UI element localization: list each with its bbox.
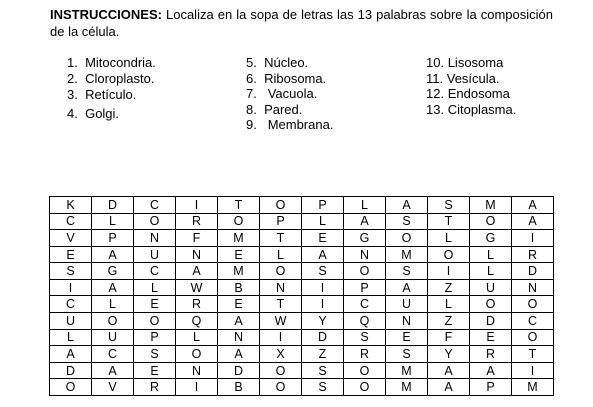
grid-cell[interactable]: G bbox=[344, 230, 386, 247]
word-list-column-1 bbox=[67, 55, 156, 121]
word-list-item bbox=[67, 71, 156, 87]
grid-cell[interactable]: C bbox=[50, 296, 92, 313]
grid-cell[interactable]: D bbox=[512, 263, 554, 280]
word-list-item bbox=[246, 55, 333, 71]
grid-cell[interactable]: N bbox=[386, 313, 428, 330]
word-list-item bbox=[246, 102, 333, 118]
word-list-item bbox=[426, 55, 516, 71]
grid-cell[interactable]: D bbox=[470, 313, 512, 330]
grid-cell[interactable]: S bbox=[302, 263, 344, 280]
grid-cell[interactable]: R bbox=[512, 246, 554, 263]
grid-cell[interactable]: I bbox=[512, 362, 554, 379]
grid-cell[interactable]: O bbox=[218, 213, 260, 230]
grid-cell[interactable]: P bbox=[134, 329, 176, 346]
grid-cell[interactable]: M bbox=[386, 246, 428, 263]
instructions-text: Localiza en la sopa de letras las 13 palabras sobre la composición de la célula. bbox=[50, 7, 553, 39]
grid-cell[interactable]: O bbox=[512, 296, 554, 313]
grid-row bbox=[50, 246, 554, 263]
grid-cell[interactable]: Y bbox=[302, 313, 344, 330]
word-number: 7. bbox=[246, 86, 257, 101]
grid-row bbox=[50, 197, 554, 214]
grid-cell[interactable]: L bbox=[176, 329, 218, 346]
grid-cell[interactable]: A bbox=[344, 213, 386, 230]
grid-cell[interactable]: S bbox=[386, 263, 428, 280]
grid-cell[interactable]: U bbox=[92, 329, 134, 346]
grid-cell[interactable]: M bbox=[470, 197, 512, 214]
grid-row bbox=[50, 296, 554, 313]
grid-cell[interactable]: A bbox=[470, 362, 512, 379]
grid-cell[interactable]: A bbox=[176, 263, 218, 280]
grid-cell[interactable]: O bbox=[260, 263, 302, 280]
word-number: 6. bbox=[246, 70, 257, 86]
grid-cell[interactable]: T bbox=[260, 230, 302, 247]
grid-cell[interactable]: E bbox=[470, 329, 512, 346]
grid-row bbox=[50, 279, 554, 296]
grid-cell[interactable]: M bbox=[386, 362, 428, 379]
word-label: Golgi. bbox=[85, 105, 120, 121]
grid-cell[interactable]: O bbox=[470, 296, 512, 313]
grid-cell[interactable]: S bbox=[386, 213, 428, 230]
word-label: Núcleo. bbox=[264, 55, 309, 70]
word-list-item bbox=[246, 86, 333, 102]
grid-cell[interactable]: N bbox=[176, 362, 218, 379]
grid-cell[interactable]: T bbox=[512, 346, 554, 363]
grid-cell[interactable]: V bbox=[92, 379, 134, 396]
word-label: Retículo. bbox=[85, 87, 137, 102]
grid-cell[interactable]: C bbox=[344, 296, 386, 313]
grid-cell[interactable]: S bbox=[134, 346, 176, 363]
word-number: 12. bbox=[426, 86, 445, 101]
word-number: 10. bbox=[426, 55, 445, 70]
grid-cell[interactable]: E bbox=[134, 296, 176, 313]
grid-cell[interactable]: N bbox=[218, 329, 260, 346]
grid-cell[interactable]: Z bbox=[302, 346, 344, 363]
grid-cell[interactable]: S bbox=[302, 379, 344, 396]
word-number: 9. bbox=[246, 117, 257, 132]
grid-row bbox=[50, 379, 554, 396]
grid-cell[interactable]: O bbox=[428, 246, 470, 263]
grid-cell[interactable]: D bbox=[92, 197, 134, 214]
word-label: Cloroplasto. bbox=[85, 70, 155, 86]
grid-cell[interactable]: D bbox=[218, 362, 260, 379]
word-number: 8. bbox=[246, 101, 257, 117]
word-label: Mitocondria. bbox=[85, 55, 156, 70]
grid-cell[interactable]: O bbox=[260, 379, 302, 396]
word-list-column-2 bbox=[246, 55, 333, 133]
grid-cell[interactable]: R bbox=[470, 346, 512, 363]
word-label: Membrana. bbox=[264, 117, 334, 132]
grid-cell[interactable]: Z bbox=[428, 279, 470, 296]
word-search-grid bbox=[49, 196, 554, 396]
grid-cell[interactable]: U bbox=[470, 279, 512, 296]
grid-cell[interactable]: C bbox=[512, 313, 554, 330]
grid-cell[interactable]: F bbox=[428, 329, 470, 346]
word-list-item bbox=[426, 71, 516, 87]
grid-cell[interactable]: L bbox=[428, 296, 470, 313]
grid-cell[interactable]: A bbox=[218, 313, 260, 330]
grid-cell[interactable]: U bbox=[386, 296, 428, 313]
grid-cell[interactable]: L bbox=[50, 329, 92, 346]
instructions-paragraph bbox=[50, 6, 553, 40]
grid-cell[interactable]: M bbox=[512, 379, 554, 396]
grid-cell[interactable]: K bbox=[50, 197, 92, 214]
word-label: Lisosoma bbox=[447, 55, 504, 70]
grid-row bbox=[50, 213, 554, 230]
word-number: 5. bbox=[246, 55, 257, 70]
grid-cell[interactable]: O bbox=[134, 213, 176, 230]
grid-cell[interactable]: C bbox=[50, 213, 92, 230]
grid-cell[interactable]: A bbox=[386, 197, 428, 214]
grid-cell[interactable]: E bbox=[134, 362, 176, 379]
grid-cell[interactable]: O bbox=[344, 263, 386, 280]
grid-row bbox=[50, 313, 554, 330]
grid-cell[interactable]: U bbox=[134, 246, 176, 263]
grid-cell[interactable]: A bbox=[92, 246, 134, 263]
grid-cell[interactable]: L bbox=[344, 197, 386, 214]
grid-cell[interactable]: E bbox=[386, 329, 428, 346]
grid-cell[interactable]: Z bbox=[428, 313, 470, 330]
grid-cell[interactable]: M bbox=[386, 379, 428, 396]
grid-cell[interactable]: O bbox=[134, 313, 176, 330]
grid-cell[interactable]: N bbox=[344, 246, 386, 263]
grid-cell[interactable]: L bbox=[92, 213, 134, 230]
grid-cell[interactable]: E bbox=[50, 246, 92, 263]
grid-cell[interactable]: I bbox=[302, 296, 344, 313]
grid-cell[interactable]: E bbox=[302, 230, 344, 247]
word-label: Citoplasma. bbox=[447, 101, 517, 117]
grid-cell[interactable]: R bbox=[134, 379, 176, 396]
grid-cell[interactable]: L bbox=[260, 246, 302, 263]
grid-cell[interactable]: N bbox=[176, 246, 218, 263]
grid-cell[interactable]: X bbox=[260, 346, 302, 363]
word-list-item bbox=[67, 55, 156, 71]
grid-row bbox=[50, 230, 554, 247]
grid-cell[interactable]: O bbox=[344, 379, 386, 396]
word-list-item bbox=[246, 117, 333, 133]
word-list-column-3 bbox=[426, 55, 516, 117]
grid-cell[interactable]: S bbox=[302, 362, 344, 379]
word-list-item bbox=[426, 86, 516, 102]
grid-cell[interactable]: A bbox=[92, 362, 134, 379]
grid-cell[interactable]: Q bbox=[176, 313, 218, 330]
grid-cell[interactable]: M bbox=[218, 230, 260, 247]
grid-cell[interactable]: D bbox=[302, 329, 344, 346]
word-number: 3. bbox=[67, 87, 78, 102]
grid-cell[interactable]: V bbox=[50, 230, 92, 247]
grid-cell[interactable]: P bbox=[302, 197, 344, 214]
grid-cell[interactable]: C bbox=[92, 346, 134, 363]
grid-cell[interactable]: T bbox=[428, 213, 470, 230]
grid-cell[interactable]: P bbox=[92, 230, 134, 247]
grid-cell[interactable]: C bbox=[134, 263, 176, 280]
word-list-item bbox=[67, 106, 156, 122]
grid-cell[interactable]: W bbox=[176, 279, 218, 296]
grid-cell[interactable]: N bbox=[134, 230, 176, 247]
grid-cell[interactable]: I bbox=[512, 230, 554, 247]
grid-cell[interactable]: L bbox=[470, 246, 512, 263]
word-number: 2. bbox=[67, 70, 78, 86]
word-label: Ribosoma. bbox=[264, 70, 327, 86]
grid-cell[interactable]: I bbox=[260, 329, 302, 346]
word-number: 1. bbox=[67, 55, 78, 70]
grid-cell[interactable]: O bbox=[176, 346, 218, 363]
grid-cell[interactable]: I bbox=[428, 263, 470, 280]
grid-cell[interactable]: A bbox=[92, 279, 134, 296]
grid-cell[interactable]: L bbox=[302, 213, 344, 230]
grid-cell[interactable]: O bbox=[344, 362, 386, 379]
grid-cell[interactable]: A bbox=[428, 362, 470, 379]
grid-cell[interactable]: E bbox=[218, 246, 260, 263]
grid-cell[interactable]: O bbox=[470, 213, 512, 230]
grid-row bbox=[50, 263, 554, 280]
grid-cell[interactable]: W bbox=[260, 313, 302, 330]
grid-cell[interactable]: S bbox=[344, 329, 386, 346]
grid-cell[interactable]: L bbox=[134, 279, 176, 296]
grid-cell[interactable]: O bbox=[260, 197, 302, 214]
grid-cell[interactable]: N bbox=[512, 279, 554, 296]
word-list-item bbox=[67, 87, 156, 103]
grid-cell[interactable]: L bbox=[92, 296, 134, 313]
grid-cell[interactable]: R bbox=[344, 346, 386, 363]
grid-cell[interactable]: O bbox=[92, 313, 134, 330]
grid-cell[interactable]: T bbox=[218, 197, 260, 214]
grid-cell[interactable]: R bbox=[176, 213, 218, 230]
grid-cell[interactable]: Y bbox=[428, 346, 470, 363]
grid-cell[interactable]: A bbox=[512, 197, 554, 214]
grid-cell[interactable]: O bbox=[260, 362, 302, 379]
grid-cell[interactable]: B bbox=[218, 379, 260, 396]
grid-cell[interactable]: D bbox=[50, 362, 92, 379]
grid-cell[interactable]: M bbox=[218, 263, 260, 280]
word-label: Vacuola. bbox=[264, 86, 318, 101]
word-label: Endosoma bbox=[447, 86, 510, 101]
grid-cell[interactable]: L bbox=[428, 230, 470, 247]
word-label: Vesícula. bbox=[446, 70, 500, 86]
grid-cell[interactable]: B bbox=[218, 279, 260, 296]
grid-cell[interactable]: R bbox=[176, 296, 218, 313]
word-number: 13. bbox=[426, 101, 445, 117]
word-number: 4. bbox=[67, 105, 78, 121]
word-list-item bbox=[246, 71, 333, 87]
grid-cell[interactable]: I bbox=[176, 379, 218, 396]
grid-cell[interactable]: N bbox=[260, 279, 302, 296]
grid-cell[interactable]: C bbox=[134, 197, 176, 214]
grid-cell[interactable]: Q bbox=[344, 313, 386, 330]
grid-cell[interactable]: G bbox=[92, 263, 134, 280]
word-label: Pared. bbox=[264, 101, 303, 117]
grid-cell[interactable]: S bbox=[428, 197, 470, 214]
grid-cell[interactable]: U bbox=[50, 313, 92, 330]
grid-cell[interactable]: A bbox=[50, 346, 92, 363]
grid-cell[interactable]: I bbox=[302, 279, 344, 296]
grid-cell[interactable]: O bbox=[50, 379, 92, 396]
grid-row bbox=[50, 362, 554, 379]
grid-cell[interactable]: L bbox=[470, 263, 512, 280]
grid-cell[interactable]: A bbox=[512, 213, 554, 230]
word-number: 11. bbox=[426, 70, 444, 86]
grid-cell[interactable]: P bbox=[470, 379, 512, 396]
grid-cell[interactable]: A bbox=[218, 346, 260, 363]
grid-row bbox=[50, 329, 554, 346]
word-list-item bbox=[426, 102, 516, 118]
grid-cell[interactable]: G bbox=[470, 230, 512, 247]
grid-cell[interactable]: O bbox=[386, 230, 428, 247]
grid-cell[interactable]: O bbox=[512, 329, 554, 346]
grid-cell[interactable]: I bbox=[176, 197, 218, 214]
grid-cell[interactable]: P bbox=[344, 279, 386, 296]
instructions-heading: INSTRUCCIONES: bbox=[50, 7, 162, 22]
grid-cell[interactable]: F bbox=[176, 230, 218, 247]
grid-cell[interactable]: P bbox=[260, 213, 302, 230]
grid-row bbox=[50, 346, 554, 363]
grid-cell[interactable]: T bbox=[260, 296, 302, 313]
grid-cell[interactable]: I bbox=[50, 279, 92, 296]
grid-cell[interactable]: E bbox=[218, 296, 260, 313]
grid-cell[interactable]: A bbox=[386, 279, 428, 296]
grid-cell[interactable]: S bbox=[386, 346, 428, 363]
grid-cell[interactable]: S bbox=[50, 263, 92, 280]
grid-cell[interactable]: A bbox=[428, 379, 470, 396]
grid-cell[interactable]: A bbox=[302, 246, 344, 263]
